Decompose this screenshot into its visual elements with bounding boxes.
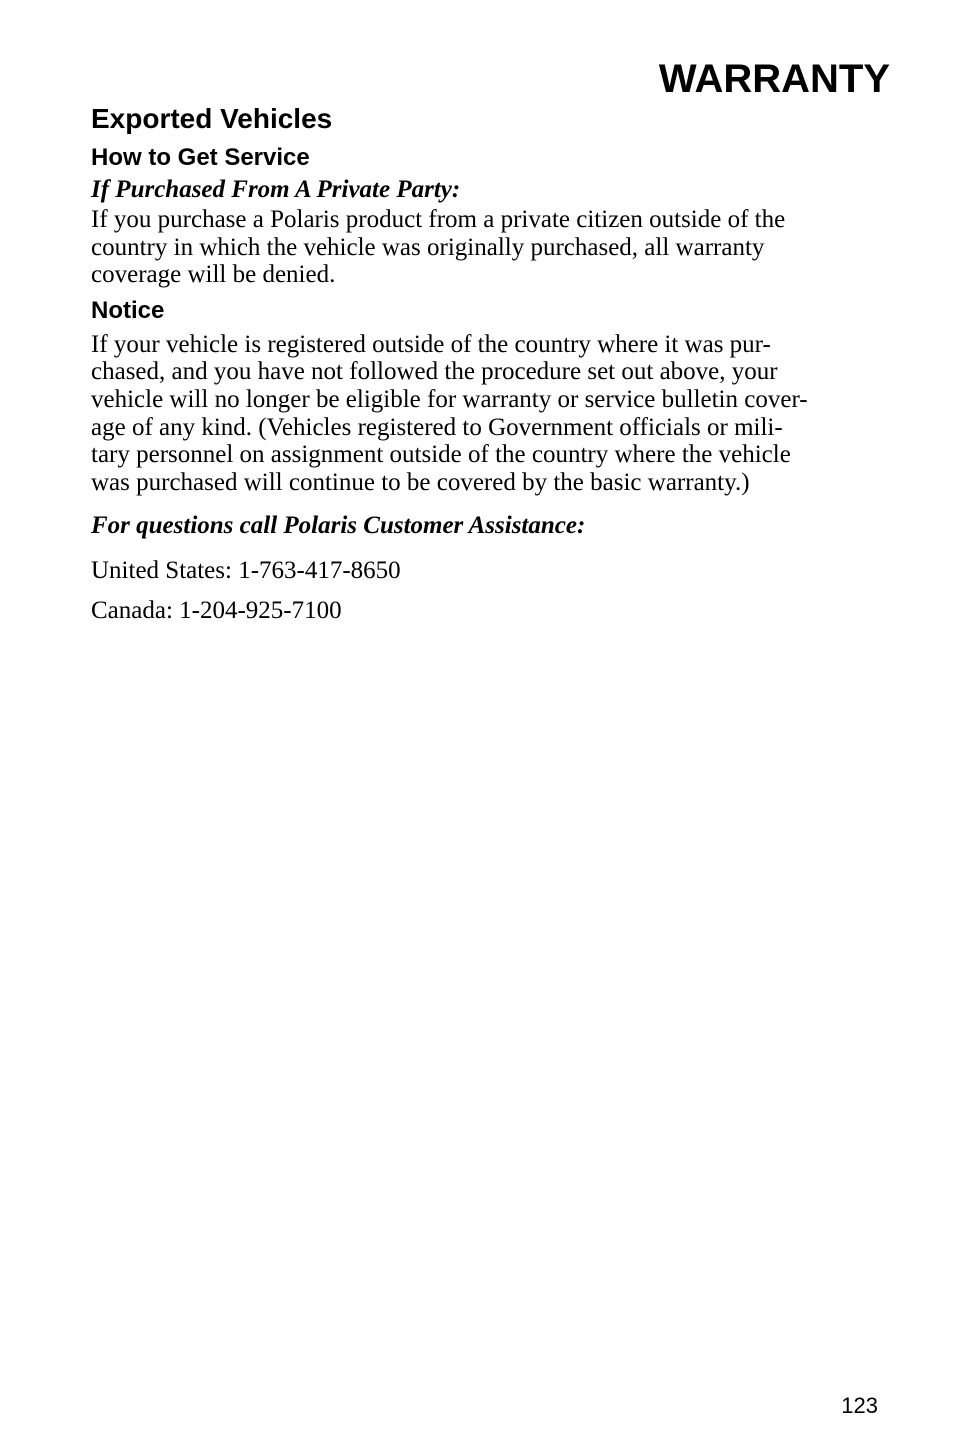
page-content xyxy=(91,100,891,626)
contact-canada: Canada: 1-204-925-7100 xyxy=(91,597,342,625)
notice-paragraph: If your vehicle is registered outside of the country where it was pur- chased, and you have not followed the procedure set out above, your vehicle will no longer be eligible for warranty or service bulletin cover- age of any kind. (Vehicles registered to Government officials or mili- tary personnel on assignment outside of the country where the vehicle was purchased will continue to be covered by the basic warranty.) xyxy=(91,330,808,496)
subsection-title: How to Get Service xyxy=(91,144,310,171)
questions-heading: For questions call Polaris Customer Assistance: xyxy=(91,512,586,540)
contact-united-states: United States: 1-763-417-8650 xyxy=(91,557,401,585)
notice-title: Notice xyxy=(91,296,165,324)
page-number: 123 xyxy=(841,1393,878,1418)
section-title: Exported Vehicles xyxy=(91,103,333,134)
chapter-title: WARRANTY xyxy=(658,57,890,101)
private-party-paragraph: If you purchase a Polaris product from a private citizen outside of the country in which the vehicle was originally purchased, all warranty coverage will be denied. xyxy=(91,206,786,289)
private-party-heading: If Purchased From A Private Party: xyxy=(91,176,461,203)
